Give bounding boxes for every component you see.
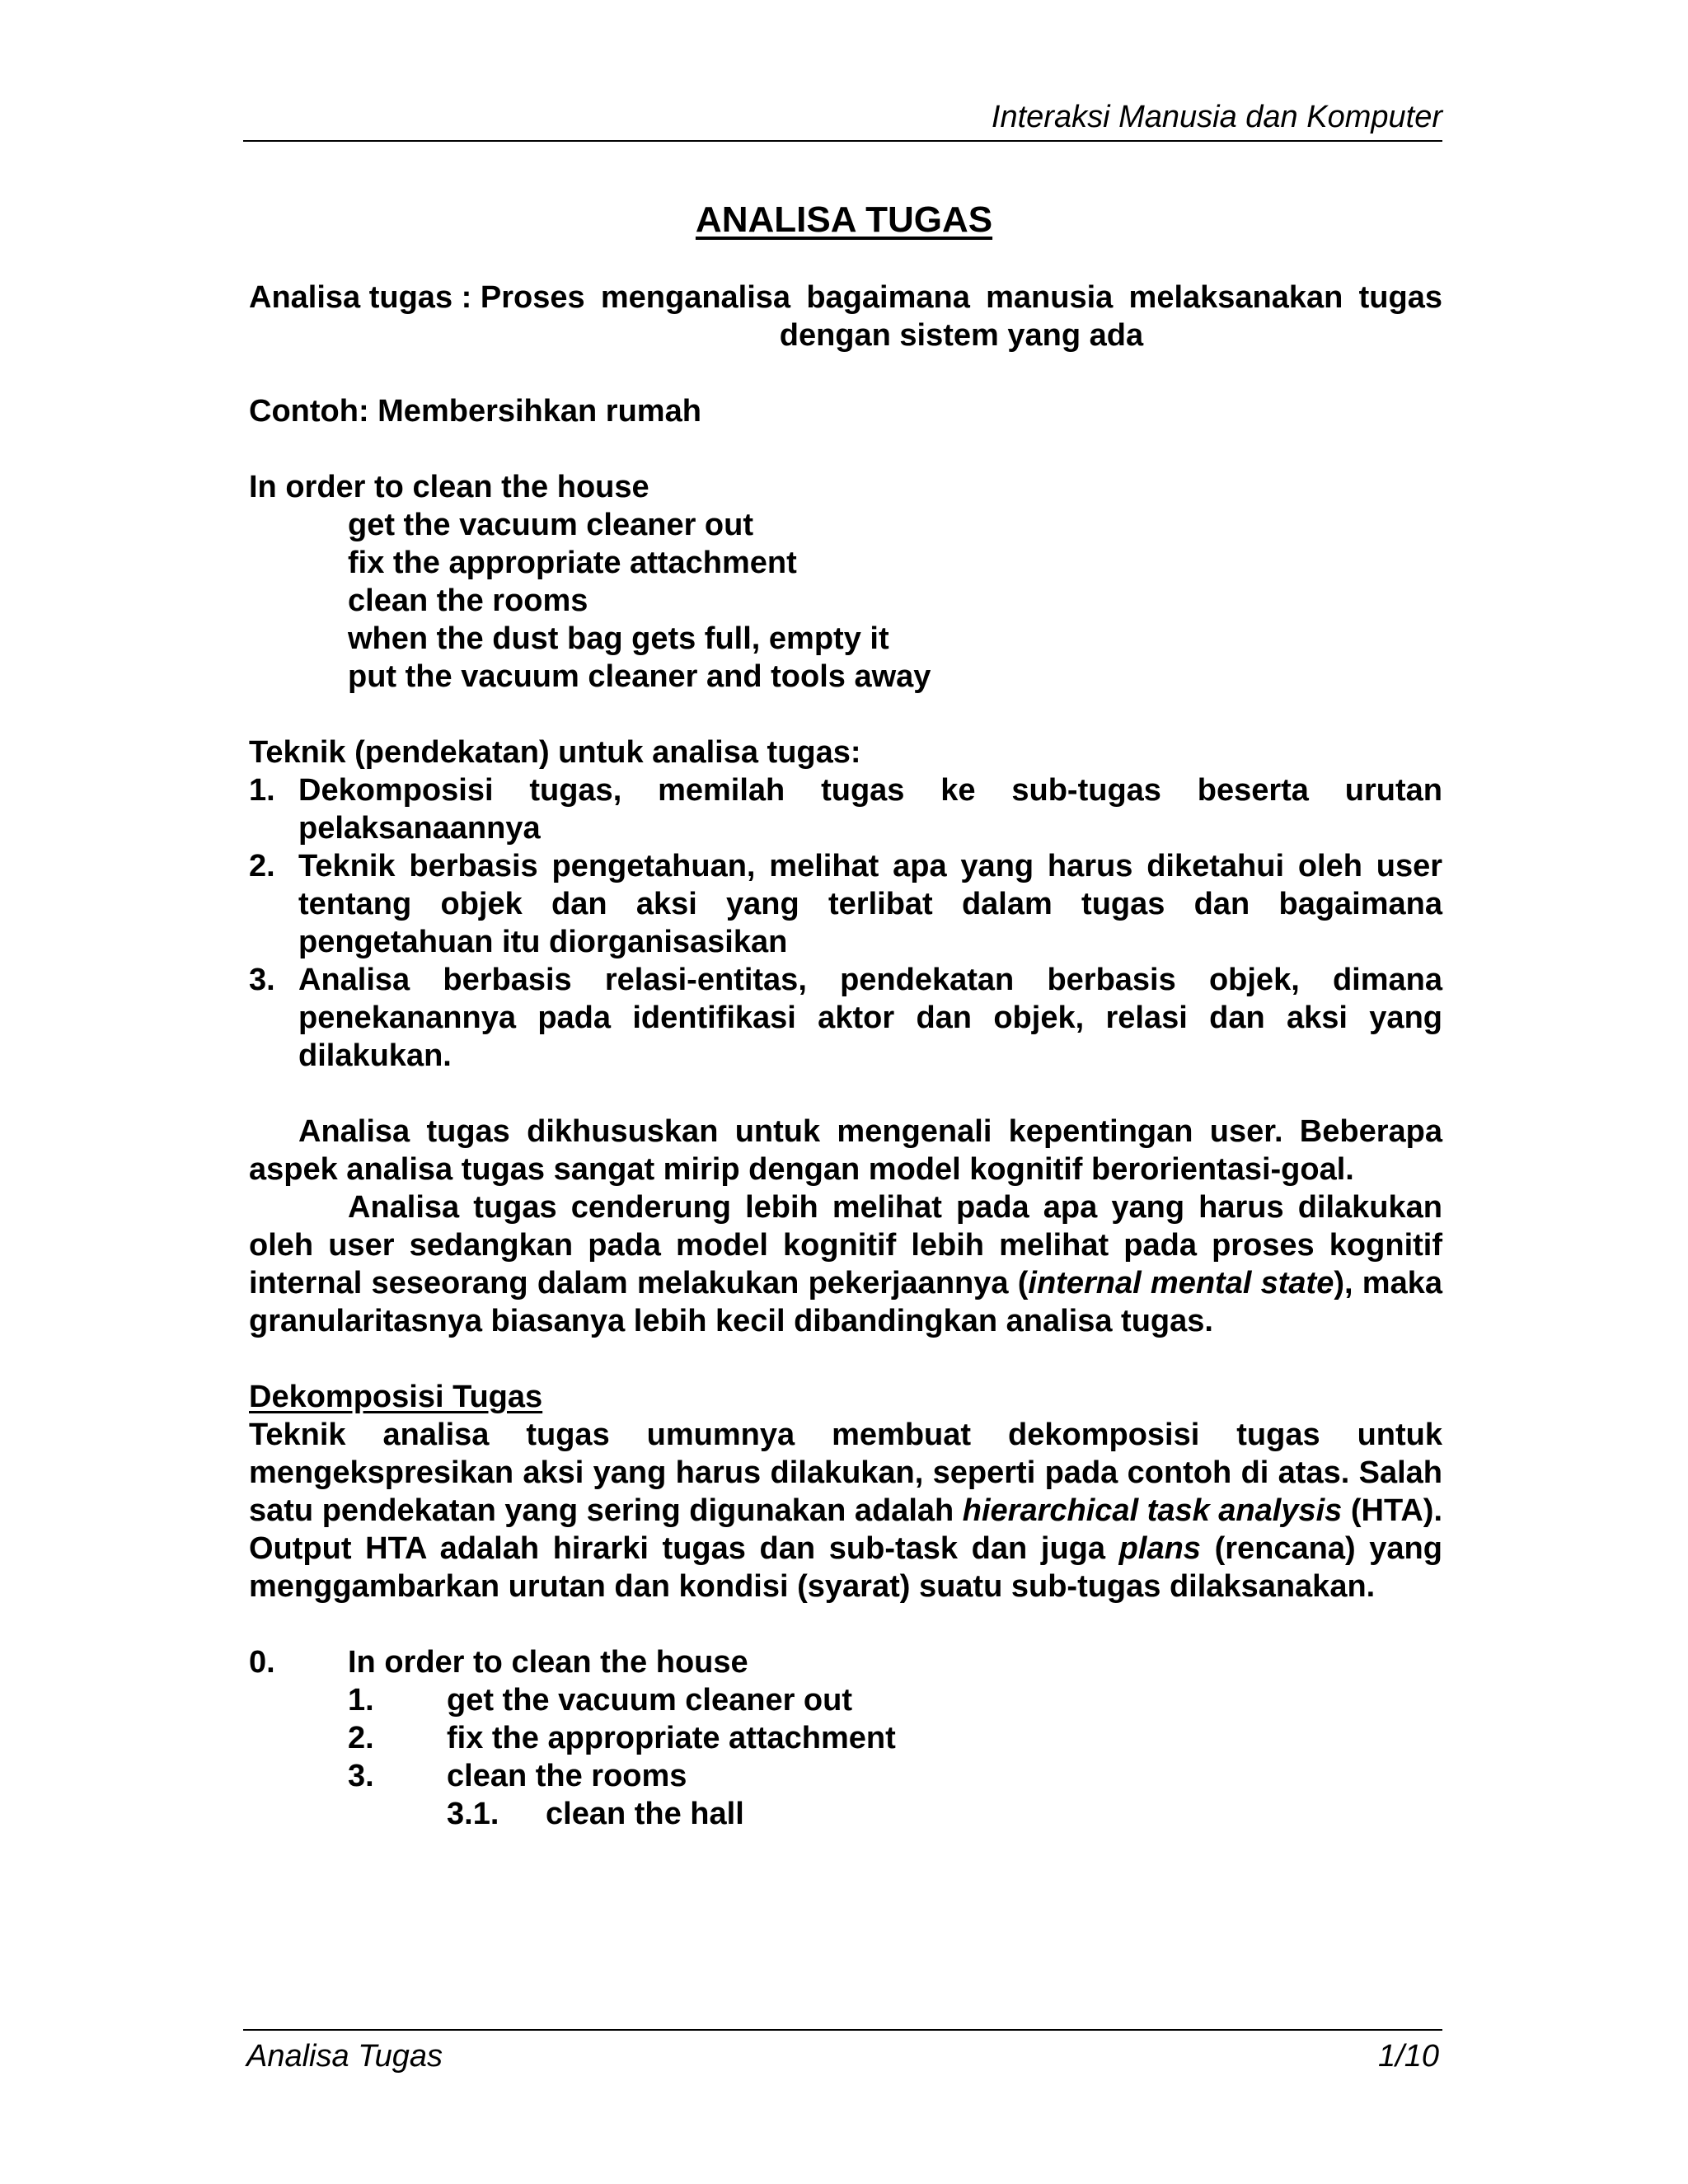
- hta-text: fix the appropriate attachment: [447, 1721, 896, 1755]
- hta-number: 3.: [348, 1759, 374, 1793]
- page-number: 1/10: [1378, 2039, 1439, 2074]
- text-run: (HTA). Output HTA adalah hirarki tugas dan sub-task dan juga: [249, 1493, 1442, 1566]
- list-item: [249, 961, 1442, 1075]
- list-item: get the vacuum cleaner out: [348, 508, 754, 542]
- italic-term: internal mental state: [1028, 1266, 1334, 1301]
- list-number: 1.: [249, 773, 275, 808]
- list-number: 3.: [249, 963, 275, 997]
- hta-number: 1.: [348, 1683, 374, 1718]
- page-header: [243, 97, 1442, 142]
- hta-text: clean the hall: [546, 1797, 744, 1831]
- example-label: Contoh: Membersihkan rumah: [249, 394, 701, 429]
- hta-number: 2.: [348, 1721, 374, 1755]
- footer-title: Analisa Tugas: [246, 2039, 443, 2074]
- list-item: clean the rooms: [348, 583, 588, 618]
- page-title: [0, 199, 1688, 241]
- hta-item: [249, 1681, 1442, 1719]
- techniques-heading: Teknik (pendekatan) untuk analisa tugas:: [249, 735, 861, 770]
- house-intro: In order to clean the house: [249, 470, 649, 504]
- italic-term: plans: [1118, 1531, 1201, 1566]
- paragraph-hta: [249, 1416, 1442, 1605]
- techniques-list: [249, 771, 1442, 1075]
- list-item: put the vacuum cleaner and tools away: [348, 659, 931, 694]
- list-text: Analisa berbasis relasi-entitas, pendekatan berbasis objek, dimana penekanannya pada identifikasi aktor dan objek, relasi dan aksi yang dilakukan.: [298, 963, 1442, 1073]
- list-item: when the dust bag gets full, empty it: [348, 621, 889, 656]
- list-text: Teknik berbasis pengetahuan, melihat apa yang harus diketahui oleh user tentang objek dan aksi yang terlibat dalam tugas dan bagaimana pengetahuan itu diorganisasikan: [298, 849, 1442, 959]
- hta-number: 3.1.: [447, 1797, 499, 1831]
- text-run: (rencana) yang menggambarkan urutan dan kondisi (syarat) suatu sub-tugas dilaksanakan.: [249, 1531, 1442, 1604]
- hta-root: [249, 1643, 1442, 1681]
- text-run: Analisa tugas cenderung lebih melihat pada apa yang harus dilakukan oleh user sedangkan pada model kognitif lebih melihat pada proses kognitif internal seseorang dalam melakukan pekerjaannya (: [249, 1190, 1442, 1301]
- house-steps: [249, 506, 1442, 696]
- document-body: [249, 279, 1442, 1833]
- hta-item: [249, 1719, 1442, 1757]
- text-run: ), maka granularitasnya biasanya lebih kecil dibandingkan analisa tugas.: [249, 1266, 1442, 1338]
- page-footer: [243, 2029, 1442, 2074]
- header-title: Interaksi Manusia dan Komputer: [991, 100, 1442, 134]
- text-run: Teknik analisa tugas umumnya membuat dekomposisi tugas untuk mengekspresikan aksi yang harus dilakukan, seperti pada contoh di atas. Salah satu pendekatan yang sering digunakan adalah: [249, 1418, 1442, 1528]
- italic-term: hierarchical task analysis: [962, 1493, 1343, 1528]
- definition: [249, 279, 1442, 354]
- list-item: [249, 847, 1442, 961]
- hta-subitem: [249, 1795, 1442, 1833]
- list-item: [249, 771, 1442, 847]
- definition-description: Proses menganalisa bagaimana manusia melaksanakan tugas dengan sistem yang ada: [480, 280, 1442, 353]
- hta-item: [249, 1757, 1442, 1795]
- paragraph-user-focus: Analisa tugas dikhususkan untuk mengenali kepentingan user. Beberapa aspek analisa tugas sangat mirip dengan model kognitif berorientasi-goal.: [249, 1114, 1442, 1187]
- hta-number: 0.: [249, 1645, 275, 1680]
- section-heading-dekomposisi: Dekomposisi Tugas: [249, 1380, 543, 1414]
- list-text: Dekomposisi tugas, memilah tugas ke sub-tugas beserta urutan pelaksanaannya: [298, 773, 1442, 846]
- definition-term: Analisa tugas :: [249, 280, 481, 315]
- hta-text: In order to clean the house: [348, 1645, 748, 1680]
- list-item: fix the appropriate attachment: [348, 546, 797, 580]
- hta-text: get the vacuum cleaner out: [447, 1683, 853, 1718]
- list-number: 2.: [249, 849, 275, 883]
- paragraph-cognitive: [249, 1188, 1442, 1340]
- page-title-text: ANALISA TUGAS: [695, 199, 993, 240]
- hta-text: clean the rooms: [447, 1759, 687, 1793]
